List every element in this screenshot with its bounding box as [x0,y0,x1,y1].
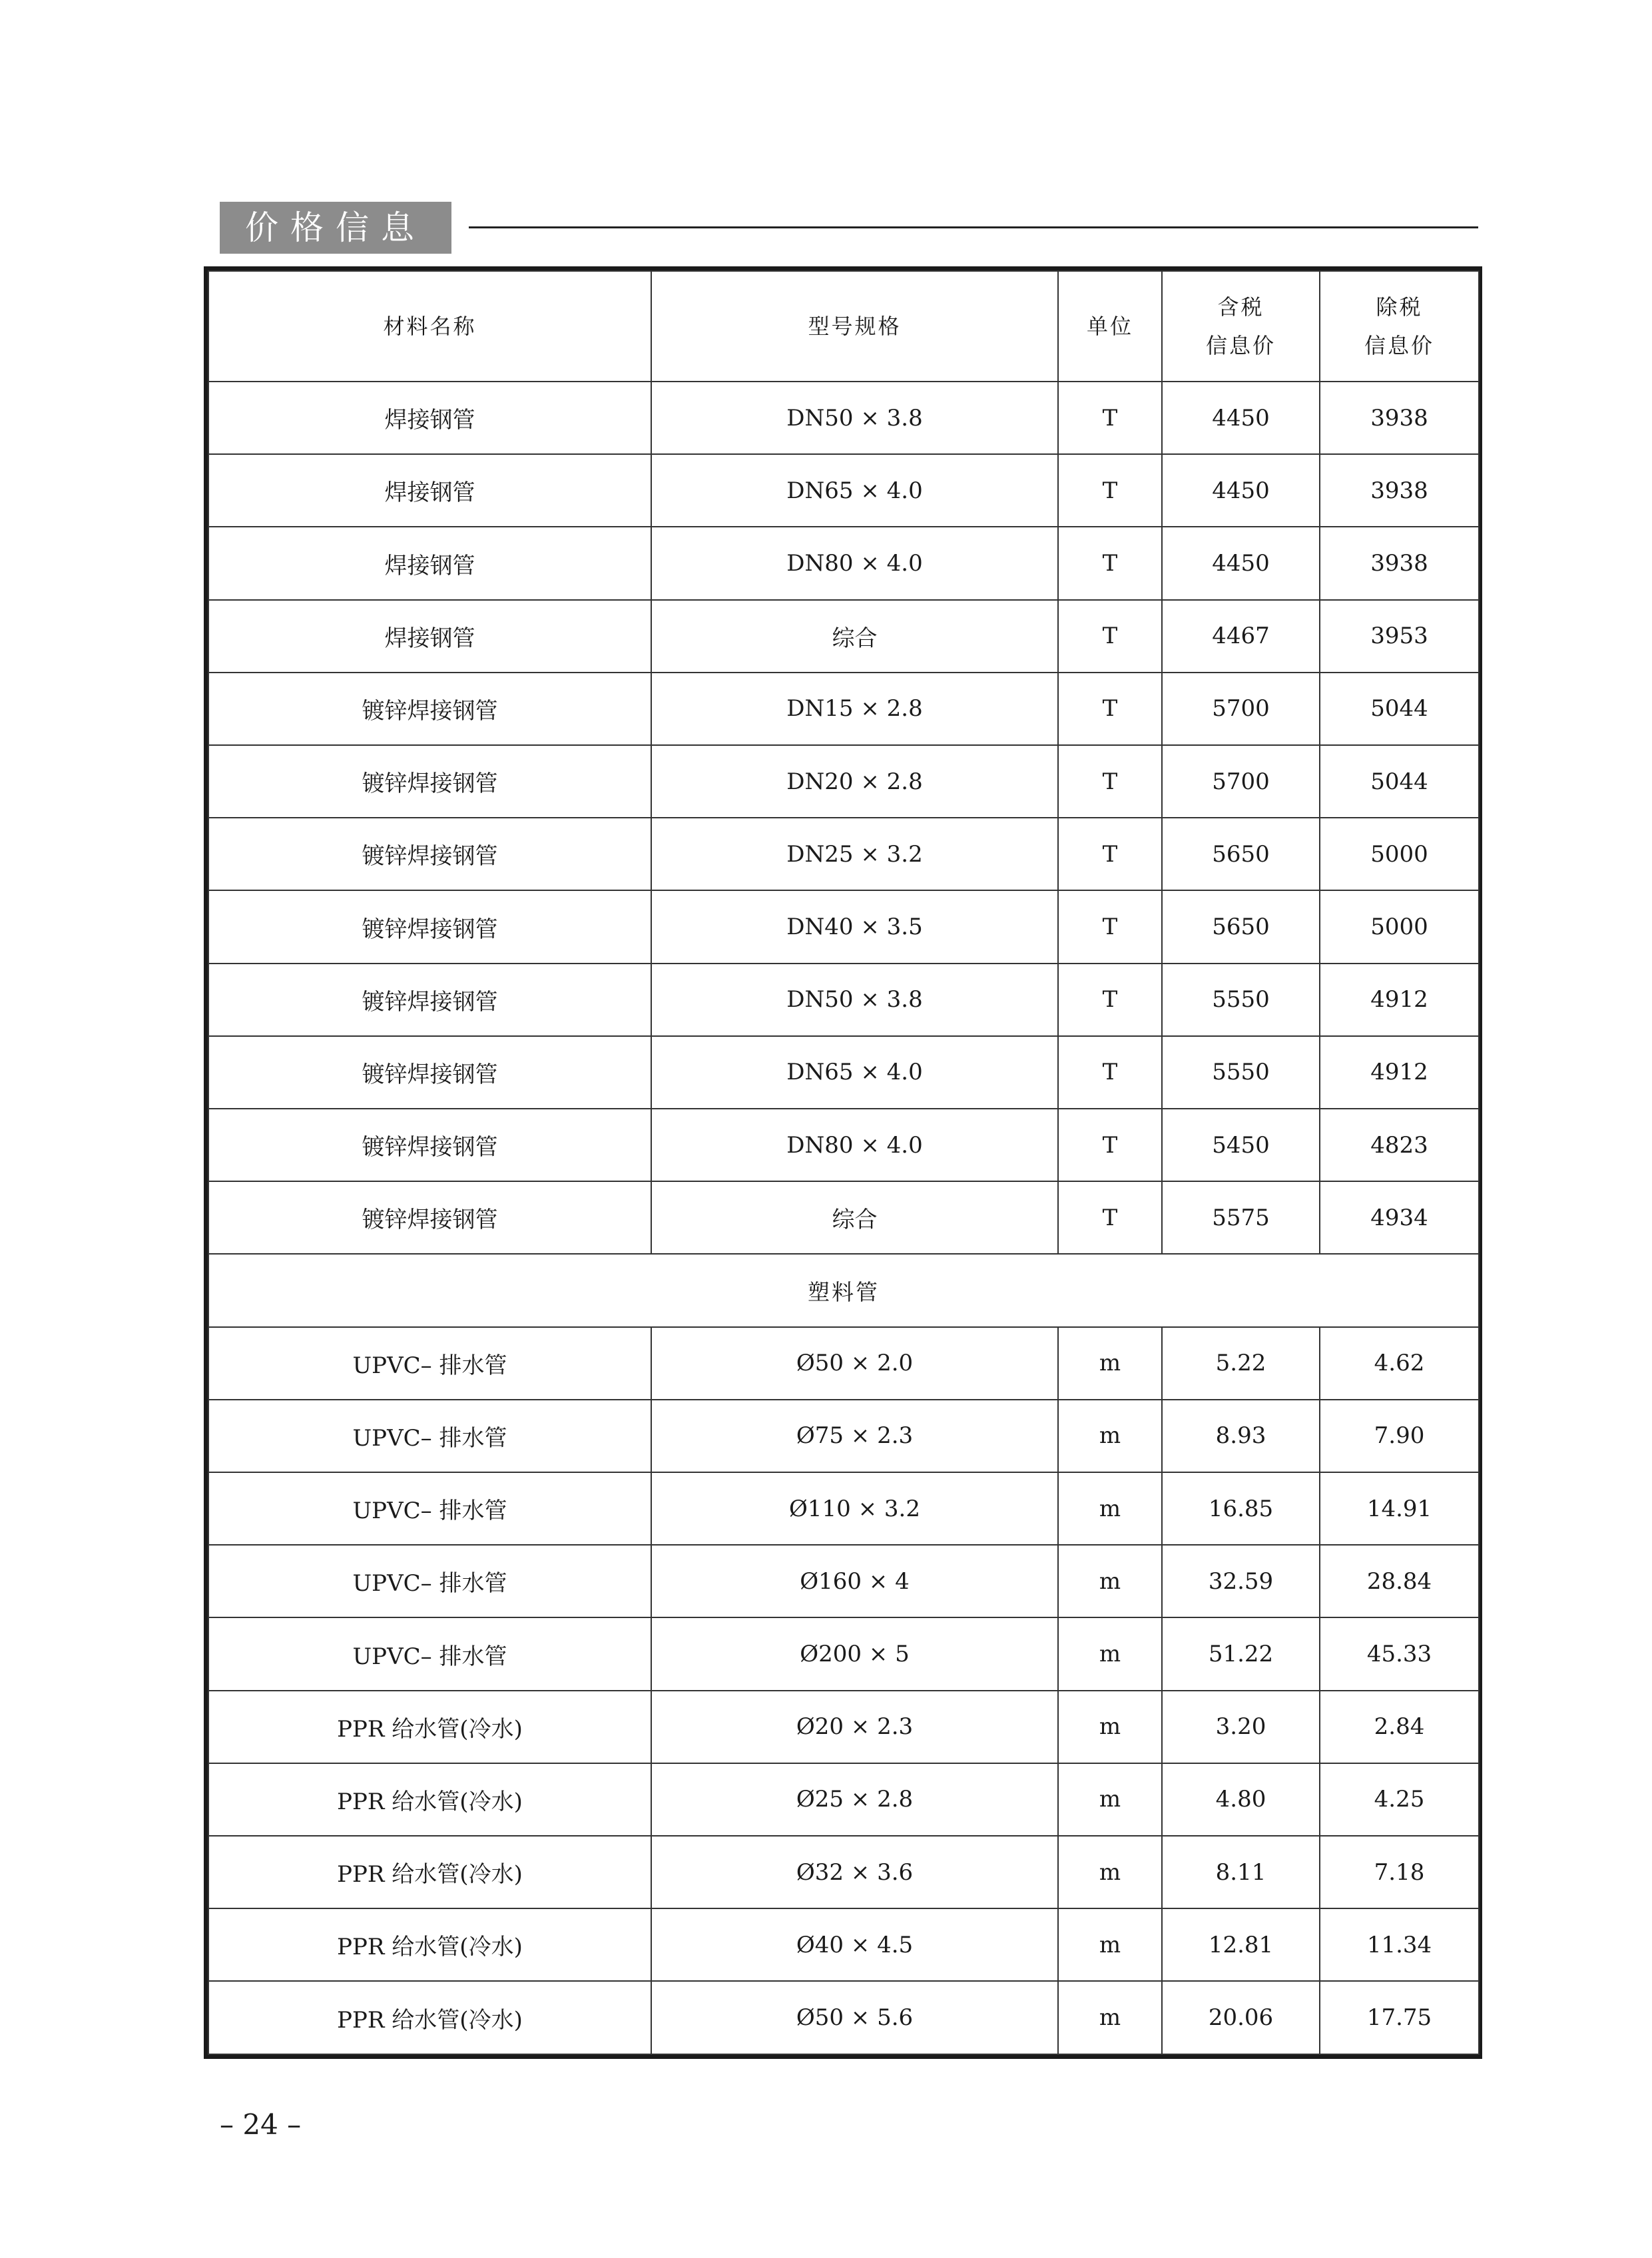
price-with-tax-cell: 3.20 [1162,1691,1320,1763]
material-name-cell: PPR 给水管(冷水) [208,1763,651,1836]
spec-cell: Ø40 × 4.5 [651,1908,1058,1981]
price-ex-tax-cell: 7.90 [1320,1400,1479,1472]
material-name-cell: 镀锌焊接钢管 [208,1036,651,1109]
unit-cell: m [1058,1836,1162,1908]
unit-cell: m [1058,1617,1162,1690]
price-ex-tax-cell: 14.91 [1320,1472,1479,1545]
table-row [208,1617,1479,1690]
price-with-tax-cell: 4450 [1162,527,1320,599]
section-row [208,1254,1479,1326]
unit-cell: T [1058,1181,1162,1254]
table-row [208,1327,1479,1400]
table-header [208,271,1479,382]
table-row [208,1036,1479,1109]
price-with-tax-cell: 8.11 [1162,1836,1320,1908]
spec-cell: 综合 [651,1181,1058,1254]
spec-cell: Ø25 × 2.8 [651,1763,1058,1836]
price-ex-tax-cell: 4934 [1320,1181,1479,1254]
table-row [208,454,1479,527]
price-ex-tax-cell: 2.84 [1320,1691,1479,1763]
title-divider [469,226,1478,228]
material-name-cell: PPR 给水管(冷水) [208,1908,651,1981]
unit-cell: T [1058,1036,1162,1109]
price-ex-tax-cell: 5000 [1320,890,1479,963]
unit-cell: T [1058,673,1162,745]
material-name-cell: PPR 给水管(冷水) [208,1691,651,1763]
unit-cell: m [1058,1327,1162,1400]
table-row [208,1691,1479,1763]
price-with-tax-cell: 12.81 [1162,1908,1320,1981]
unit-cell: m [1058,1691,1162,1763]
spec-cell: Ø200 × 5 [651,1617,1058,1690]
spec-cell: DN50 × 3.8 [651,382,1058,454]
spec-cell: DN40 × 3.5 [651,890,1058,963]
spec-cell: DN20 × 2.8 [651,745,1058,818]
column-header-price-with-tax: 含税 信息价 [1162,271,1320,382]
price-with-tax-cell: 32.59 [1162,1545,1320,1617]
column-header-material-name: 材料名称 [208,271,651,382]
table-row [208,890,1479,963]
unit-cell: m [1058,1472,1162,1545]
material-name-cell: 镀锌焊接钢管 [208,818,651,890]
material-name-cell: UPVC– 排水管 [208,1617,651,1690]
price-ex-tax-cell: 3953 [1320,600,1479,673]
price-ex-tax-cell: 4912 [1320,1036,1479,1109]
price-with-tax-cell: 4450 [1162,382,1320,454]
price-with-tax-cell: 4467 [1162,600,1320,673]
table-row [208,818,1479,890]
table-row [208,527,1479,599]
spec-cell: DN65 × 4.0 [651,454,1058,527]
unit-cell: T [1058,454,1162,527]
column-header-spec: 型号规格 [651,271,1058,382]
column-header-price-ex-tax: 除税 信息价 [1320,271,1479,382]
material-name-cell: 镀锌焊接钢管 [208,890,651,963]
spec-cell: Ø50 × 5.6 [651,1981,1058,2054]
unit-cell: m [1058,1908,1162,1981]
unit-cell: T [1058,890,1162,963]
table-row [208,382,1479,454]
price-with-tax-cell: 5575 [1162,1181,1320,1254]
section-title: 价格信息 [220,202,451,254]
price-ex-tax-cell: 3938 [1320,527,1479,599]
unit-cell: T [1058,1109,1162,1181]
table-row [208,1109,1479,1181]
price-ex-tax-cell: 5044 [1320,673,1479,745]
spec-cell: DN80 × 4.0 [651,1109,1058,1181]
price-ex-tax-cell: 7.18 [1320,1836,1479,1908]
unit-cell: m [1058,1545,1162,1617]
unit-cell: T [1058,527,1162,599]
material-name-cell: 镀锌焊接钢管 [208,1109,651,1181]
unit-cell: m [1058,1400,1162,1472]
spec-cell: DN50 × 3.8 [651,964,1058,1036]
price-ex-tax-cell: 11.34 [1320,1908,1479,1981]
spec-cell: Ø50 × 2.0 [651,1327,1058,1400]
spec-cell: DN65 × 4.0 [651,1036,1058,1109]
spec-cell: Ø75 × 2.3 [651,1400,1058,1472]
price-with-tax-cell: 5550 [1162,964,1320,1036]
spec-cell: DN80 × 4.0 [651,527,1058,599]
price-with-tax-cell: 5700 [1162,745,1320,818]
material-name-cell: 镀锌焊接钢管 [208,745,651,818]
unit-cell: T [1058,382,1162,454]
spec-cell: Ø160 × 4 [651,1545,1058,1617]
price-with-tax-cell: 8.93 [1162,1400,1320,1472]
material-name-cell: 焊接钢管 [208,600,651,673]
price-with-tax-cell: 16.85 [1162,1472,1320,1545]
unit-cell: m [1058,1981,1162,2054]
table-row [208,1763,1479,1836]
spec-cell: Ø32 × 3.6 [651,1836,1058,1908]
section-heading: 塑料管 [208,1254,1479,1326]
spec-cell: DN25 × 3.2 [651,818,1058,890]
price-table-frame [204,266,1482,2059]
price-with-tax-cell: 5.22 [1162,1327,1320,1400]
price-with-tax-cell: 5650 [1162,818,1320,890]
table-row [208,1836,1479,1908]
price-with-tax-cell: 4.80 [1162,1763,1320,1836]
price-ex-tax-cell: 3938 [1320,454,1479,527]
material-name-cell: 焊接钢管 [208,382,651,454]
spec-cell: Ø20 × 2.3 [651,1691,1058,1763]
spec-cell: Ø110 × 3.2 [651,1472,1058,1545]
table-row [208,1981,1479,2054]
price-ex-tax-cell: 17.75 [1320,1981,1479,2054]
unit-cell: T [1058,600,1162,673]
price-with-tax-cell: 5650 [1162,890,1320,963]
price-table [208,270,1480,2055]
price-ex-tax-cell: 4.62 [1320,1327,1479,1400]
table-body [208,382,1479,2054]
unit-cell: T [1058,818,1162,890]
table-row [208,1181,1479,1254]
material-name-cell: UPVC– 排水管 [208,1327,651,1400]
spec-cell: DN15 × 2.8 [651,673,1058,745]
price-with-tax-cell: 51.22 [1162,1617,1320,1690]
price-ex-tax-cell: 4912 [1320,964,1479,1036]
table-row [208,600,1479,673]
table-row [208,1400,1479,1472]
material-name-cell: PPR 给水管(冷水) [208,1981,651,2054]
price-with-tax-cell: 4450 [1162,454,1320,527]
material-name-cell: 镀锌焊接钢管 [208,673,651,745]
unit-cell: T [1058,745,1162,818]
price-with-tax-cell: 5550 [1162,1036,1320,1109]
material-name-cell: UPVC– 排水管 [208,1545,651,1617]
price-ex-tax-cell: 4823 [1320,1109,1479,1181]
table-row [208,1472,1479,1545]
unit-cell: T [1058,964,1162,1036]
price-ex-tax-cell: 5000 [1320,818,1479,890]
material-name-cell: UPVC– 排水管 [208,1472,651,1545]
price-ex-tax-cell: 3938 [1320,382,1479,454]
table-row [208,745,1479,818]
table-row [208,964,1479,1036]
table-row [208,673,1479,745]
material-name-cell: 焊接钢管 [208,454,651,527]
price-ex-tax-cell: 28.84 [1320,1545,1479,1617]
price-with-tax-cell: 20.06 [1162,1981,1320,2054]
price-ex-tax-cell: 45.33 [1320,1617,1479,1690]
price-ex-tax-cell: 4.25 [1320,1763,1479,1836]
price-with-tax-cell: 5700 [1162,673,1320,745]
spec-cell: 综合 [651,600,1058,673]
page-number: – 24 – [220,2108,302,2141]
material-name-cell: UPVC– 排水管 [208,1400,651,1472]
table-row [208,1545,1479,1617]
material-name-cell: 镀锌焊接钢管 [208,1181,651,1254]
material-name-cell: 镀锌焊接钢管 [208,964,651,1036]
unit-cell: m [1058,1763,1162,1836]
price-ex-tax-cell: 5044 [1320,745,1479,818]
material-name-cell: PPR 给水管(冷水) [208,1836,651,1908]
table-row [208,1908,1479,1981]
column-header-unit: 单位 [1058,271,1162,382]
price-with-tax-cell: 5450 [1162,1109,1320,1181]
material-name-cell: 焊接钢管 [208,527,651,599]
header-row [208,271,1479,382]
